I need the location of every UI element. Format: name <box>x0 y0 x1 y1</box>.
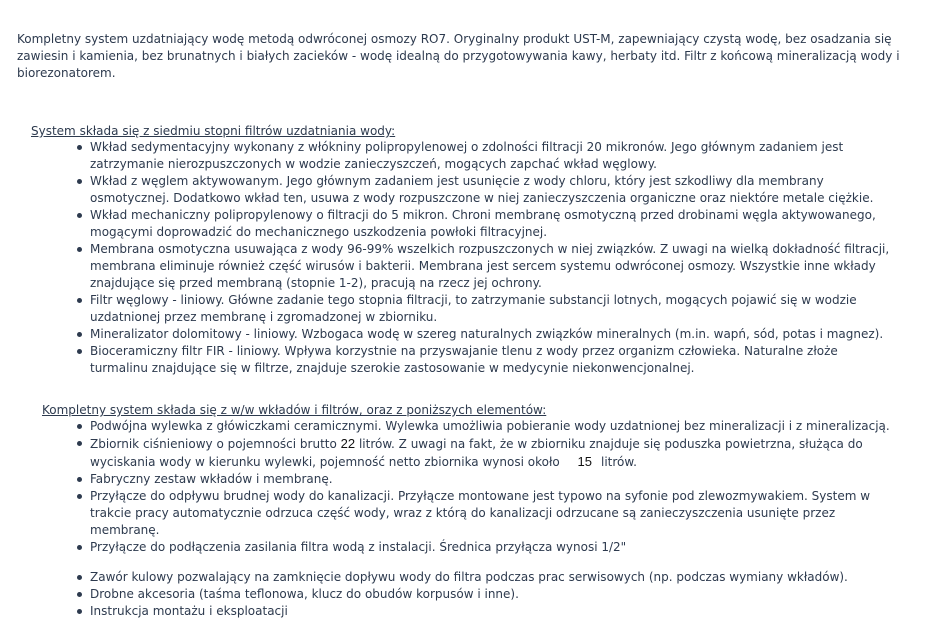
list-item: Membrana osmotyczna usuwająca z wody 96-99% wszelkich rozpuszczonych w niej związków. Z uwagi na wielką dokładność filtracji, membrana eliminuje również część wirusów i bakterii. Membrana jest sercem systemu odwróconej osmozy. Wszystkie inne wkłady znajdujące się przed membraną (stopnie 1-2), pracują na rzecz jej ochrony. <box>76 241 891 292</box>
tank-brutto-value: 22 <box>340 436 356 451</box>
tank-text-before: Zbiornik ciśnieniowy o pojemności brutto <box>90 437 341 451</box>
list-item: Instrukcja montażu i eksploatacji <box>76 603 891 620</box>
list-item: Drobne akcesoria (taśma teflonowa, klucz do obudów korpusów i inne). <box>76 586 891 603</box>
list-item: Wkład z węglem aktywowanym. Jego głównym zadaniem jest usunięcie z wody chloru, który jest szkodliwy dla membrany osmotycznej. Dodatkowo wkład ten, usuwa z wody rozpuszczone w niej zanieczyszczenia organiczne oraz niektóre metale ciężkie. <box>76 173 891 207</box>
list-item: Podwójna wylewka z główiczkami ceramicznymi. Wylewka umożliwia pobieranie wody uzdatnionej bez mineralizacji i z mineralizacją. <box>76 418 891 435</box>
components-list <box>76 418 891 556</box>
list-item: Wkład mechaniczny polipropylenowy o filtracji do 5 mikron. Chroni membranę osmotyczną przed drobinami węgla aktywowanego, mogącymi doprowadzić do mechanicznego uszkodzenia powłoki filtracyjnej. <box>76 207 891 241</box>
accessories-list <box>76 569 891 620</box>
list-item: Bioceramiczny filtr FIR - liniowy. Wpływa korzystnie na przyswajanie tlenu z wody przez organizm człowieka. Naturalne złoże turmalinu znajdujące się w filtrze, znajduje szerokie zastosowanie w medycynie niekonwencjonalnej. <box>76 343 891 377</box>
list-item: Mineralizator dolomitowy - liniowy. Wzbogaca wodę w szereg naturalnych związków mineralnych (m.in. wapń, sód, potas i magnez). <box>76 326 891 343</box>
list-item: Zawór kulowy pozwalający na zamknięcie dopływu wody do filtra podczas prac serwisowych (np. podczas wymiany wkładów). <box>76 569 891 586</box>
intro-paragraph: Kompletny system uzdatniający wodę metodą odwróconej osmozy RO7. Oryginalny produkt UST-M, zapewniający czystą wodę, bez osadzania się zawiesin i kamienia, bez brunatnych i białych zacieków - wodę idealną do przygotowywania kawy, herbaty itd. Filtr z końcową mineralizacją wody i biorezonatorem. <box>17 32 900 80</box>
tank-text-after: litrów. <box>600 455 637 469</box>
components-heading: Kompletny system składa się z w/w wkładów i filtrów, oraz z poniższych elementów: <box>42 403 547 417</box>
tank-netto-value: 15 <box>577 454 592 469</box>
list-item: Przyłącze do odpływu brudnej wody do kanalizacji. Przyłącze montowane jest typowo na syfonie pod zlewozmywakiem. System w trakcie pracy automatycznie odrzuca część wody, wraz z którą do kanalizacji odrzucane są zanieczyszczenia usunięte przez membranę. <box>76 488 891 539</box>
tank-text-middle: litrów. Z uwagi na fakt, że w zbiorniku znajduje się poduszka powietrzna, służąca do wyciskania wody w kierunku wylewki, pojemność netto zbiornika wynosi około <box>90 437 863 469</box>
filter-stages-heading: System składa się z siedmiu stopni filtrów uzdatniania wody: <box>31 124 396 138</box>
list-item: Wkład sedymentacyjny wykonany z włókniny polipropylenowej o zdolności filtracji 20 mikronów. Jego głównym zadaniem jest zatrzymanie nierozpuszczonych w wodzie zanieczyszczeń, mogących zapchać wkład węglowy. <box>76 139 891 173</box>
list-item: Fabryczny zestaw wkładów i membranę. <box>76 471 891 488</box>
filter-stages-list <box>76 139 891 377</box>
list-item: Przyłącze do podłączenia zasilania filtra wodą z instalacji. Średnica przyłącza wynosi 1/2" <box>76 539 891 556</box>
list-item: Filtr węglowy - liniowy. Główne zadanie tego stopnia filtracji, to zatrzymanie substancji lotnych, mogących pojawić się w wodzie uzdatnionej przez membranę i zgromadzonej w zbiorniku. <box>76 292 891 326</box>
list-item-tank <box>76 435 891 471</box>
